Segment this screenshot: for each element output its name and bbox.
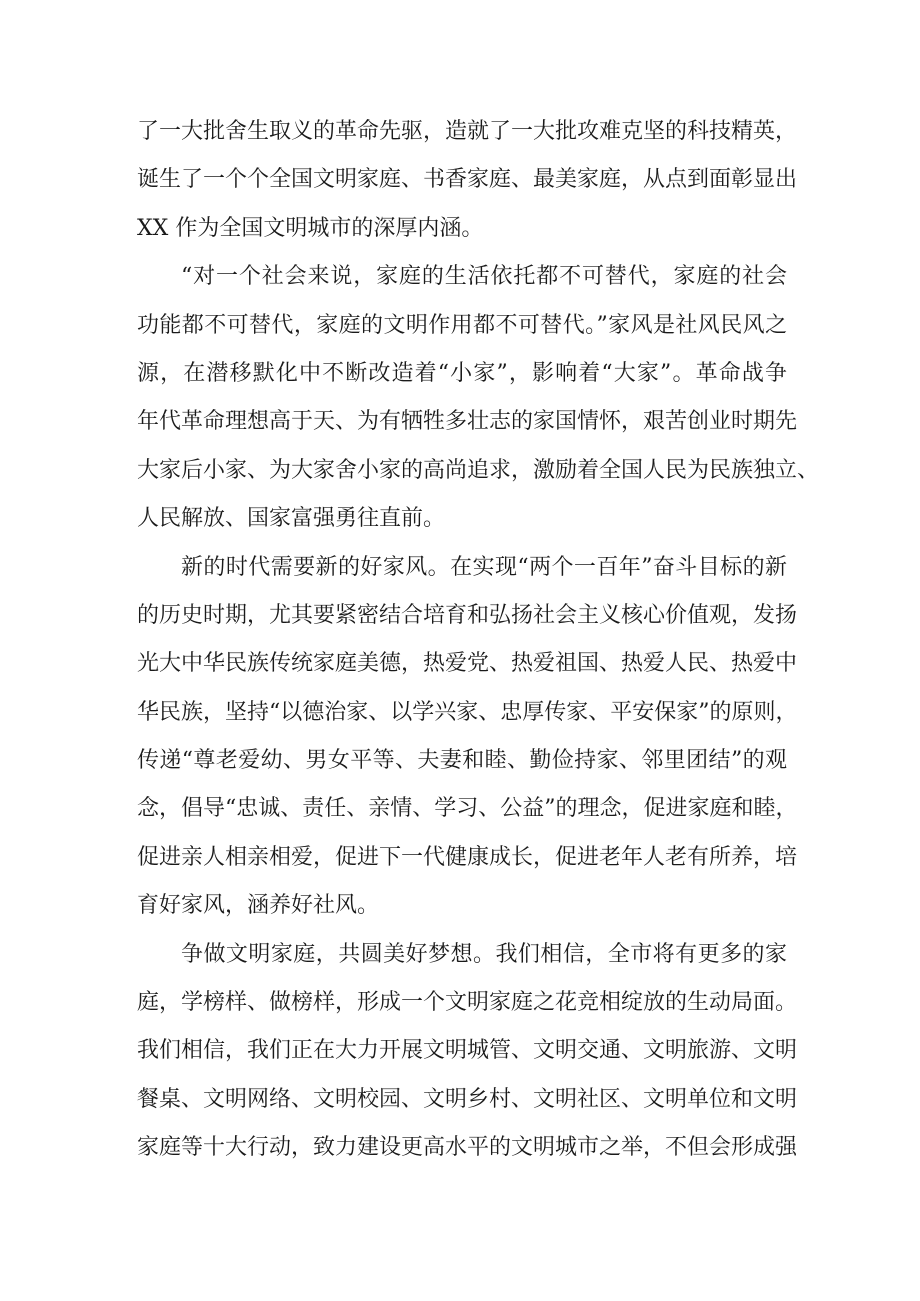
paragraph-4	[137, 931, 798, 1173]
text-line: 人民解放、国家富强勇往直前。	[137, 506, 446, 532]
text-line: 华民族，坚持“以德治家、以学兴家、忠厚传家、平安保家”的原则，	[137, 699, 798, 725]
text-line: 源，在潜移默化中不断改造着“小家”，影响着“大家”。革命战争	[137, 360, 787, 386]
text-line: 念，倡导“忠诚、责任、亲情、学习、公益”的理念，促进家庭和睦，	[137, 796, 798, 822]
text-line: 了一大批舍生取义的革命先驱，造就了一大批攻难克坚的科技精英，	[137, 119, 798, 144]
paragraph-1	[137, 108, 798, 253]
text-line: 诞生了一个个全国文明家庭、书香家庭、最美家庭，从点到面彰显出	[137, 167, 798, 193]
text-line: 传递“尊老爱幼、男女平等、夫妻和睦、勤俭持家、邻里团结”的观	[137, 748, 787, 774]
text-line: 育好家风，涵养好社风。	[137, 893, 380, 919]
text-line: 餐桌、文明网络、文明校园、文明乡村、文明社区、文明单位和文明	[137, 1086, 798, 1112]
body-text	[137, 108, 820, 1173]
text-line: 庭，学榜样、做榜样，形成一个文明家庭之花竞相绽放的生动局面。	[137, 990, 798, 1016]
text-line: 大家后小家、为大家舍小家的高尚追求，激励着全国人民为民族独立、	[137, 457, 820, 483]
text-line: 新的时代需要新的好家风。在实现“两个一百年”奋斗目标的新	[181, 554, 787, 580]
text-line: 争做文明家庭，共圆美好梦想。我们相信，全市将有更多的家	[181, 941, 787, 967]
text-line: 功能都不可替代，家庭的文明作用都不可替代。”家风是社风民风之	[137, 312, 787, 338]
text-line: 我们相信，我们正在大力开展文明城管、文明交通、文明旅游、文明	[137, 1038, 798, 1064]
text-line: 年代革命理想高于天、为有牺牲多壮志的家国情怀，艰苦创业时期先	[137, 409, 798, 435]
text-line: 的历史时期，尤其要紧密结合培育和弘扬社会主义核心价值观，发扬	[137, 602, 798, 628]
text-line: “对一个社会来说，家庭的生活依托都不可替代，家庭的社会	[181, 264, 787, 290]
text-line: 家庭等十大行动，致力建设更高水平的文明城市之举，不但会形成强	[137, 1135, 798, 1161]
text-line: XX 作为全国文明城市的深厚内涵。	[137, 215, 484, 241]
paragraph-2	[137, 253, 820, 543]
paragraph-3	[137, 544, 798, 931]
text-line: 促进亲人相亲相爱，促进下一代健康成长，促进老年人老有所养，培	[137, 844, 798, 870]
text-line: 光大中华民族传统家庭美德，热爱党、热爱祖国、热爱人民、热爱中	[137, 651, 798, 677]
